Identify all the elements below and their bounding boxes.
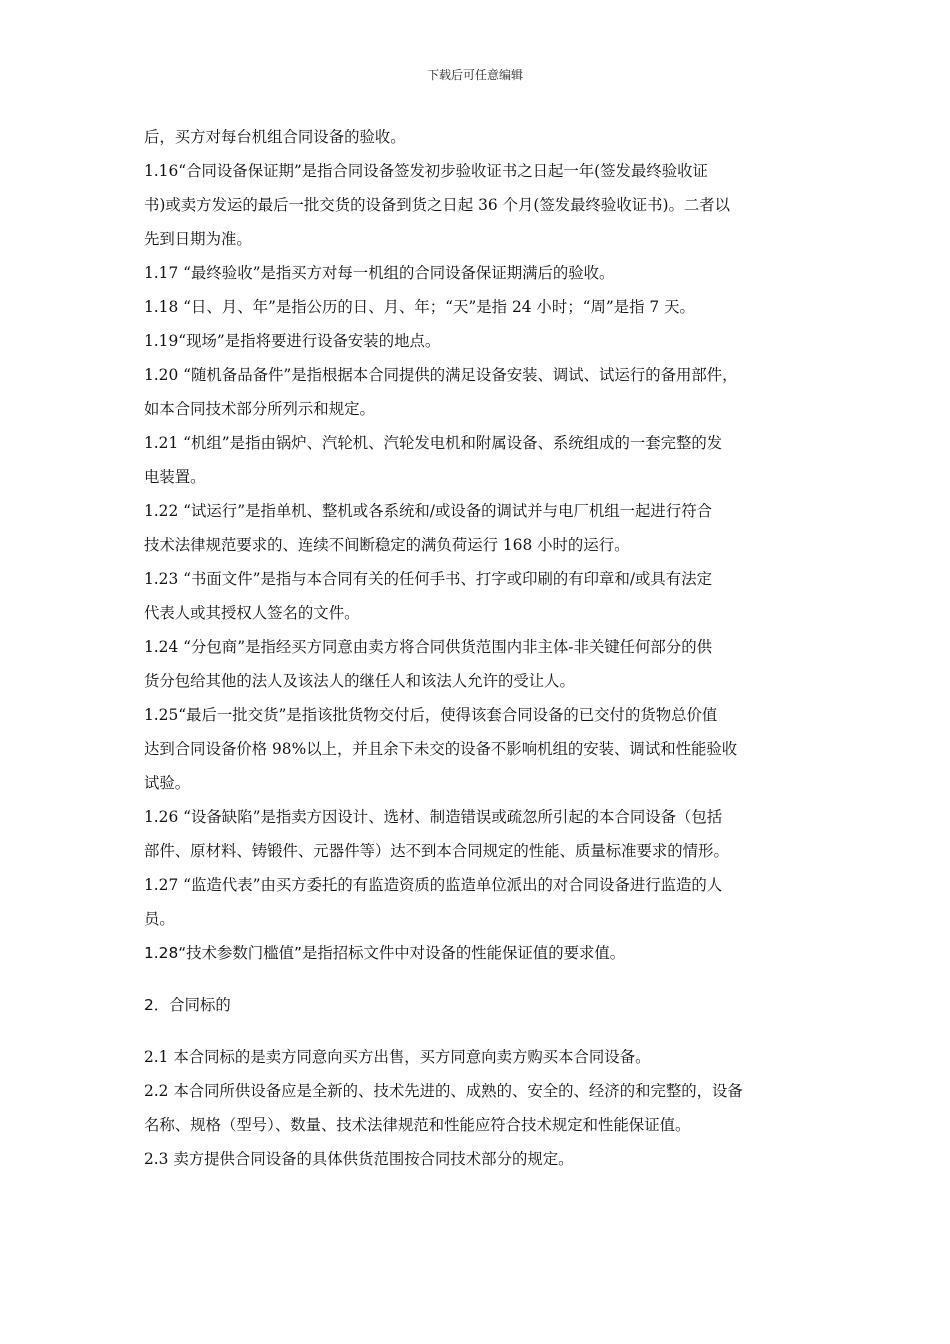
- text-line: 员。: [144, 910, 175, 928]
- page-header: 下载后可任意编辑: [426, 68, 523, 82]
- section-heading: 2．合同标的: [144, 996, 231, 1014]
- document-body: [144, 120, 824, 1176]
- text-line: 1.22 “试运行”是指单机、整机或各系统和/或设备的调试并与电厂机组一起进行符合: [144, 502, 712, 520]
- text-line: 1.26 “设备缺陷”是指卖方因设计、选材、制造错误或疏忽所引起的本合同设备（包括: [144, 808, 723, 826]
- text-line: 1.16“合同设备保证期”是指合同设备签发初步验收证书之日起一年(签发最终验收证: [144, 162, 708, 180]
- text-line: 2.1 本合同标的是卖方同意向买方出售，买方同意向卖方购买本合同设备。: [144, 1048, 651, 1066]
- text-line: 技术法律规范要求的、连续不间断稳定的满负荷运行 168 小时的运行。: [144, 536, 630, 554]
- text-line: 1.18 “日、月、年”是指公历的日、月、年；“天”是指 24 小时；“周”是指 7 天。: [144, 298, 695, 316]
- text-line: 先到日期为准。: [144, 230, 252, 248]
- text-line: 书)或卖方发运的最后一批交货的设备到货之日起 36 个月(签发最终验收证书)。二者以: [144, 196, 731, 214]
- text-line: 达到合同设备价格 98%以上，并且余下未交的设备不影响机组的安装、调试和性能验收: [144, 740, 738, 758]
- text-line: 1.24 “分包商”是指经买方同意由卖方将合同供货范围内非主体-非关键任何部分的供: [144, 638, 712, 656]
- text-line: 1.17 “最终验收”是指买方对每一机组的合同设备保证期满后的验收。: [144, 264, 615, 282]
- text-line: 货分包给其他的法人及该法人的继任人和该法人允许的受让人。: [144, 672, 575, 690]
- text-line: 1.20 “随机备品备件”是指根据本合同提供的满足设备安装、调试、试运行的备用部件，: [144, 366, 738, 384]
- text-line: 1.23 “书面文件”是指与本合同有关的任何手书、打字或印刷的有印章和/或具有法定: [144, 570, 712, 588]
- text-line: 后，买方对每台机组合同设备的验收。: [144, 128, 406, 146]
- text-line: 如本合同技术部分所列示和规定。: [144, 400, 375, 418]
- text-line: 1.25“最后一批交货”是指该批货物交付后，使得该套合同设备的已交付的货物总价值: [144, 706, 718, 724]
- text-line: 1.19“现场”是指将要进行设备安装的地点。: [144, 332, 441, 350]
- text-line: 代表人或其授权人签名的文件。: [144, 604, 360, 622]
- text-line: 1.21 “机组”是指由锅炉、汽轮机、汽轮发电机和附属设备、系统组成的一套完整的发: [144, 434, 723, 452]
- text-line: 2.2 本合同所供设备应是全新的、技术先进的、成熟的、安全的、经济的和完整的，设备: [144, 1082, 743, 1100]
- text-line: 1.28“技术参数门槛值”是指招标文件中对设备的性能保证值的要求值。: [144, 944, 626, 962]
- text-line: 1.27 “监造代表”由买方委托的有监造资质的监造单位派出的对合同设备进行监造的人: [144, 876, 723, 894]
- text-line: 部件、原材料、铸锻件、元器件等）达不到本合同规定的性能、质量标准要求的情形。: [144, 842, 729, 860]
- text-line: 2.3 卖方提供合同设备的具体供货范围按合同技术部分的规定。: [144, 1150, 574, 1168]
- text-line: 电装置。: [144, 468, 206, 486]
- text-line: 试验。: [144, 774, 191, 792]
- text-line: 名称、规格（型号）、数量、技术法律规范和性能应符合技术规定和性能保证值。: [144, 1116, 691, 1134]
